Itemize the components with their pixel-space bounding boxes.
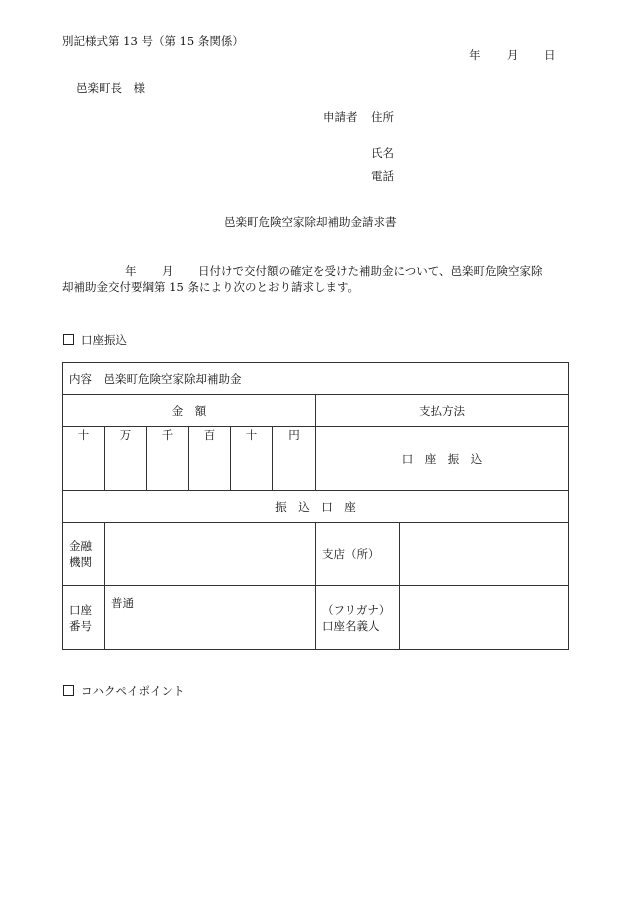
form-number: 別記様式第 13 号（第 15 条関係） [62, 34, 244, 48]
document-title: 邑楽町危険空家除却補助金請求書 [224, 215, 397, 229]
bank-label-2: 機関 [69, 555, 92, 569]
body-line-1: 日付けで交付額の確定を受けた補助金について、邑楽町危険空家除 [198, 264, 543, 278]
holder-label-cell [316, 586, 400, 650]
bank-transfer-checkbox[interactable] [63, 334, 74, 345]
kohaku-pay-checkbox[interactable] [63, 685, 74, 696]
digit-label: 十 [77, 428, 90, 442]
holder-label-1: （フリガナ） [322, 602, 391, 617]
amount-header: 金 額 [63, 395, 316, 427]
payment-table [62, 362, 569, 650]
digit-label: 円 [288, 428, 300, 442]
date-month: 月 [507, 48, 519, 62]
payment-method-header: 支払方法 [316, 395, 569, 427]
name-label: 氏名 [371, 146, 394, 160]
bank-name-field[interactable] [105, 523, 316, 586]
digit-cell-6[interactable] [273, 427, 316, 491]
account-section-header: 振 込 口 座 [63, 491, 569, 523]
bank-label-1: 金融 [69, 539, 92, 553]
digit-cell-1[interactable] [63, 427, 105, 491]
body-year: 年 [125, 264, 137, 278]
account-label-2: 番号 [69, 618, 92, 633]
content-cell: 内容 邑楽町危険空家除却補助金 [63, 363, 569, 395]
bank-label-cell [63, 523, 105, 586]
body-month: 月 [162, 264, 174, 278]
digit-cell-4[interactable] [189, 427, 231, 491]
payment-method-value: 口 座 振 込 [316, 427, 569, 491]
digit-label: 万 [119, 428, 132, 442]
account-label-cell [63, 586, 105, 650]
kohaku-pay-label: コハクペイポイント [81, 684, 185, 698]
date-year: 年 [469, 48, 481, 62]
holder-name-field[interactable] [400, 586, 569, 650]
account-number-field[interactable] [105, 586, 316, 650]
date-day: 日 [544, 48, 556, 62]
option-bank-transfer[interactable] [63, 332, 127, 348]
digit-cell-2[interactable] [105, 427, 147, 491]
digit-label: 千 [161, 428, 174, 442]
digit-label: 百 [203, 428, 216, 442]
option-kohaku-pay[interactable] [63, 683, 185, 699]
applicant-label: 申請者 [323, 110, 358, 124]
address-label: 住所 [371, 110, 394, 124]
branch-field[interactable] [400, 523, 569, 586]
digit-label: 十 [245, 428, 258, 442]
account-type: 普通 [111, 596, 134, 610]
phone-label: 電話 [371, 169, 394, 183]
digit-cell-5[interactable] [231, 427, 273, 491]
branch-label: 支店（所） [316, 523, 400, 586]
holder-label-2: 口座名義人 [322, 618, 380, 633]
bank-transfer-label: 口座振込 [81, 333, 127, 347]
addressee: 邑楽町長 様 [76, 81, 145, 95]
digit-cell-3[interactable] [147, 427, 189, 491]
body-line-2: 却補助金交付要綱第 15 条により次のとおり請求します。 [62, 280, 360, 294]
account-label-1: 口座 [69, 602, 92, 617]
